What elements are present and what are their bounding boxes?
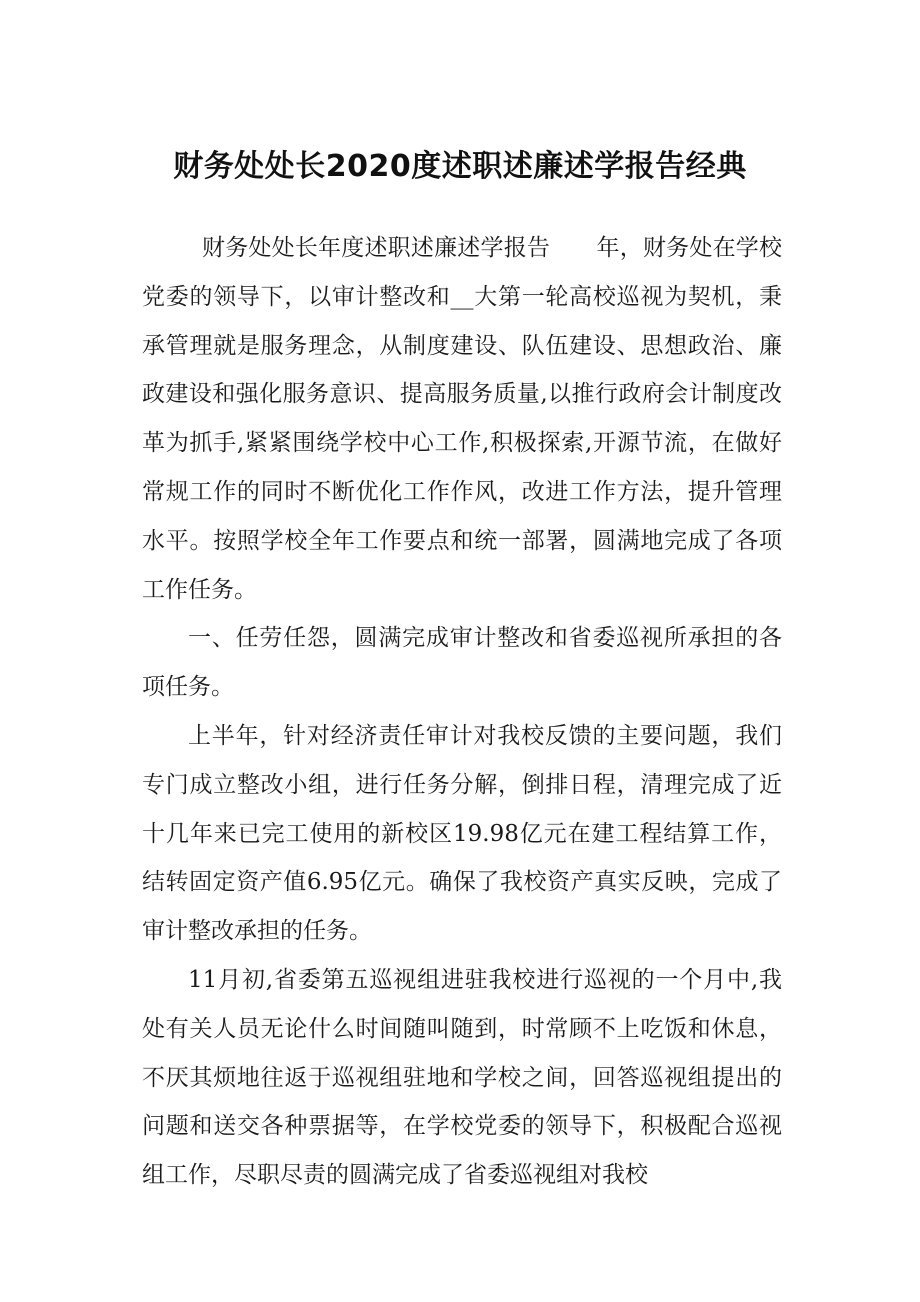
paragraph-audit: 上半年，针对经济责任审计对我校反馈的主要问题，我们专门成立整改小组，进行任务分解，倒排日程，清理完成了近十几年来已完工使用的新校区19.98亿元在建工程结算工作，结转固定资产值6.95亿元。确保了我校资产真实反映，完成了审计整改承担的任务。 bbox=[142, 722, 782, 945]
paragraph-inspection: 11月初,省委第五巡视组进驻我校进行巡视的一个月中,我处有关人员无论什么时间随叫随到，时常顾不上吃饭和休息，不厌其烦地往返于巡视组驻地和学校之间，回答巡视组提出的问题和送交各种票据等，在学校党委的领导下，积极配合巡视组工作，尽职尽责的圆满完成了省委巡视组对我校 bbox=[142, 966, 782, 1189]
paragraph-intro: 财务处处长年度述职述廉述学报告 年，财务处在学校党委的领导下，以审计整改和__大第一轮高校巡视为契机，秉承管理就是服务理念，从制度建设、队伍建设、思想政治、廉政建设和强化服务意识、提高服务质量,以推行政府会计制度改革为抓手,紧紧围绕学校中心工作,积极探索,开源节流，在做好常规工作的同时不断优化工作作风，改进工作方法，提升管理水平。按照学校全年工作要点和统一部署，圆满地完成了各项工作任务。 bbox=[142, 235, 782, 603]
document-title: 财务处处长2020度述职述廉述学报告经典 bbox=[173, 149, 747, 184]
document-body bbox=[142, 224, 782, 1200]
paragraph-section-heading: 一、任劳任怨，圆满完成审计整改和省委巡视所承担的各项任务。 bbox=[142, 625, 782, 701]
